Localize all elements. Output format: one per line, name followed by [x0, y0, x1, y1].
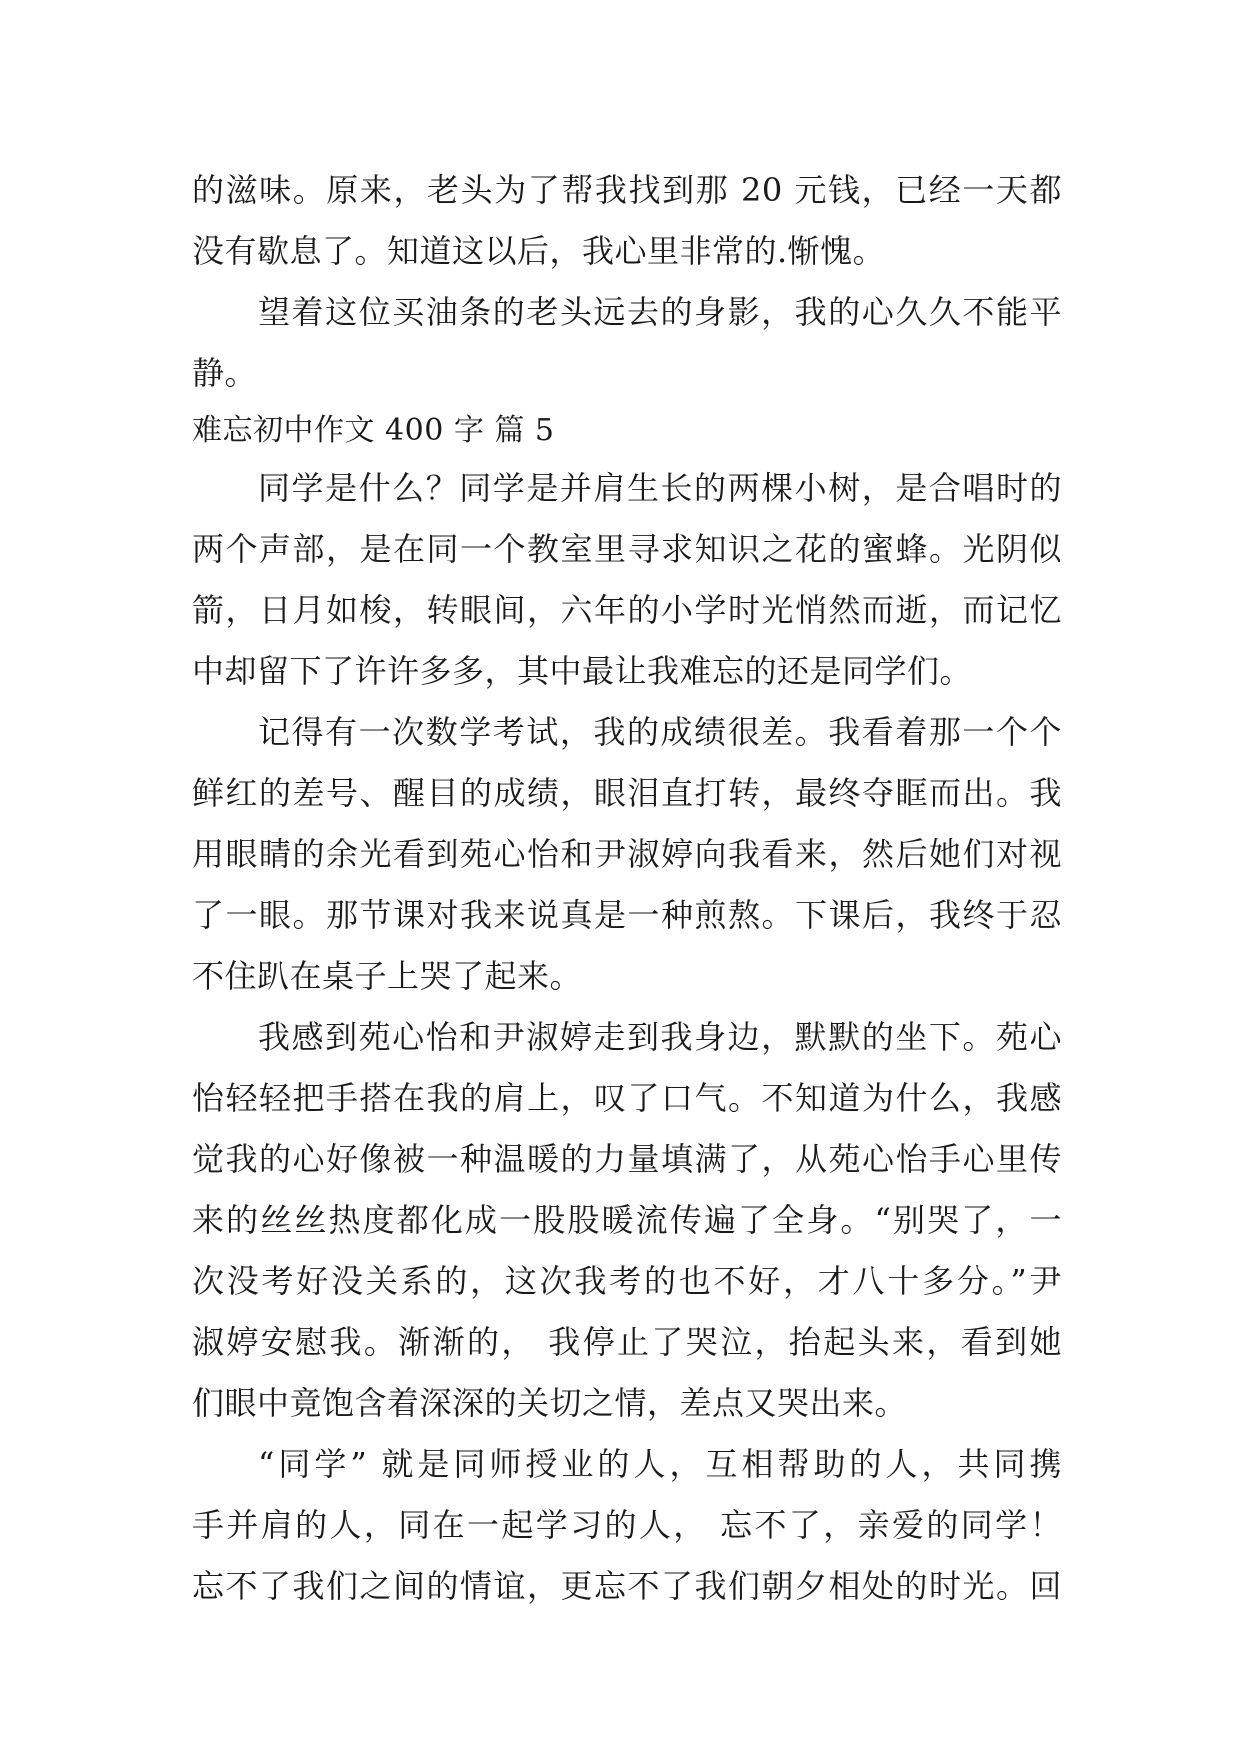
text-line: 们眼中竟饱含着深深的关切之情，差点又哭出来。: [192, 1384, 908, 1422]
essay-text: [192, 160, 1062, 1617]
text-line: 怡轻轻把手搭在我的肩上，叹了口气。不知道为什么，我感: [192, 1079, 1062, 1117]
paragraph-first-line: 同学是什么？同学是并肩生长的两棵小树，是合唱时的: [258, 469, 1062, 507]
section-heading: 难忘初中作文 400 字 篇 5: [192, 413, 555, 448]
text-line: 淑婷安慰我。渐渐的， 我停止了哭泣，抬起头来，看到她: [192, 1323, 1062, 1361]
text-line: 没有歇息了。知道这以后，我心里非常的.惭愧。: [192, 232, 886, 270]
paragraph-first-line: “同学” 就是同师授业的人，互相帮助的人，共同携: [258, 1445, 1062, 1483]
text-line: 觉我的心好像被一种温暖的力量填满了，从苑心怡手心里传: [192, 1140, 1062, 1178]
paragraph-first-line: 我感到苑心怡和尹淑婷走到我身边，默默的坐下。苑心: [258, 1018, 1062, 1056]
text-line: 了一眼。那节课对我来说真是一种煎熬。下课后，我终于忍: [192, 896, 1062, 934]
text-line: 的滋味。原来，老头为了帮我找到那 20 元钱，已经一天都: [192, 171, 1062, 209]
paragraph-first-line: 记得有一次数学考试，我的成绩很差。我看着那一个个: [258, 713, 1062, 751]
text-line: 中却留下了许许多多，其中最让我难忘的还是同学们。: [192, 652, 973, 690]
text-line: 箭，日月如梭，转眼间，六年的小学时光悄然而逝，而记忆: [192, 591, 1062, 629]
text-line: 用眼睛的余光看到苑心怡和尹淑婷向我看来，然后她们对视: [192, 835, 1062, 873]
text-line: 静。: [192, 354, 258, 392]
text-line: 不住趴在桌子上哭了起来。: [192, 957, 583, 995]
text-line: 手并肩的人，同在一起学习的人， 忘不了，亲爱的同学！: [192, 1506, 1062, 1544]
text-line: 次没考好没关系的，这次我考的也不好，才八十多分。”尹: [192, 1262, 1062, 1300]
text-line: 忘不了我们之间的情谊，更忘不了我们朝夕相处的时光。回: [192, 1567, 1062, 1605]
text-line: 来的丝丝热度都化成一股股暖流传遍了全身。“别哭了，一: [192, 1201, 1062, 1239]
text-line: 鲜红的差号、醒目的成绩，眼泪直打转，最终夺眶而出。我: [192, 774, 1062, 812]
paragraph-first-line: 望着这位买油条的老头远去的身影，我的心久久不能平: [258, 293, 1062, 331]
text-line: 两个声部，是在同一个教室里寻求知识之花的蜜蜂。光阴似: [192, 530, 1062, 568]
